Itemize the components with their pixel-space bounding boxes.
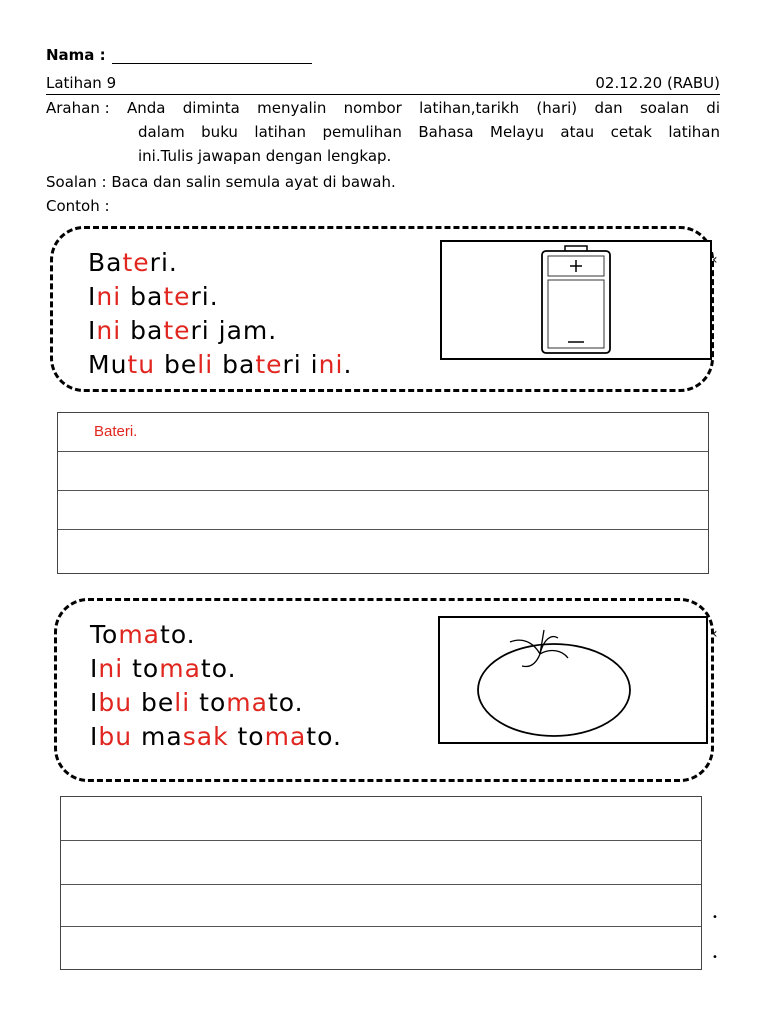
answer-line[interactable] [61, 797, 701, 841]
highlighted-syllable: ma [118, 620, 161, 649]
syllable: . [343, 350, 353, 379]
answer-line[interactable] [58, 413, 708, 452]
sentence-line [90, 652, 342, 686]
margin-mark: ‹ [712, 252, 718, 268]
highlighted-syllable: bu [98, 722, 133, 751]
syllable: to [190, 688, 227, 717]
syllable: Mu [88, 350, 128, 379]
name-blank-line[interactable] [112, 49, 312, 64]
sentence-list-battery [88, 246, 352, 382]
header-divider [46, 94, 720, 95]
battery-picture-frame [440, 240, 712, 360]
syllable: I [90, 722, 99, 751]
syllable: to. [267, 688, 304, 717]
highlighted-syllable: te [163, 316, 191, 345]
name-label: Nama : [46, 46, 106, 64]
name-field[interactable] [46, 46, 312, 64]
margin-mark: • [712, 912, 718, 923]
syllable: be [155, 350, 198, 379]
syllable: Ba [88, 248, 123, 277]
syllable: to [228, 722, 265, 751]
syllable: ba [121, 316, 164, 345]
margin-mark: ‹ [712, 626, 718, 642]
highlighted-syllable: li [174, 688, 191, 717]
sentence-line [90, 720, 342, 754]
highlighted-syllable: ni [96, 316, 122, 345]
answer-line[interactable] [61, 885, 701, 927]
sentence-line [90, 618, 342, 652]
margin-mark: • [712, 952, 718, 963]
syllable: to. [200, 654, 237, 683]
question-text: Soalan : Baca dan salin semula ayat di bawah. [46, 173, 396, 191]
highlighted-syllable: ni [318, 350, 344, 379]
syllable: To [90, 620, 119, 649]
sentence-line [88, 348, 352, 382]
answer-line[interactable] [58, 530, 708, 569]
tomato-picture-frame [438, 616, 708, 744]
syllable: to [123, 654, 160, 683]
highlighted-syllable: tu [127, 350, 156, 379]
exercise-date: 02.12.20 (RABU) [595, 74, 720, 92]
syllable: be [132, 688, 175, 717]
answer-line[interactable] [58, 452, 708, 491]
sentence-line [88, 246, 352, 280]
answer-line[interactable] [61, 927, 701, 967]
syllable: ri i [282, 350, 319, 379]
syllable: I [90, 688, 99, 717]
answer-lines-tomato[interactable] [60, 796, 702, 970]
tomato-icon [440, 618, 706, 742]
syllable: ba [213, 350, 256, 379]
highlighted-syllable: ma [264, 722, 307, 751]
syllable: to. [160, 620, 196, 649]
highlighted-syllable: li [197, 350, 214, 379]
answer-line[interactable] [61, 841, 701, 885]
syllable: ri jam. [190, 316, 278, 345]
syllable: ma [132, 722, 183, 751]
sentence-line [88, 314, 352, 348]
highlighted-syllable: sak [182, 722, 229, 751]
highlighted-syllable: bu [98, 688, 133, 717]
exercise-number: Latihan 9 [46, 74, 117, 92]
syllable: ri. [190, 282, 219, 311]
highlighted-syllable: te [255, 350, 283, 379]
highlighted-syllable: te [122, 248, 150, 277]
syllable: to. [306, 722, 342, 751]
syllable: I [90, 654, 99, 683]
sentence-line [88, 280, 352, 314]
syllable: ri. [149, 248, 178, 277]
sample-answer: Bateri. [94, 423, 138, 440]
sentence-list-tomato [90, 618, 342, 754]
syllable: I [88, 316, 97, 345]
example-label: Contoh : [46, 197, 110, 215]
syllable: ba [121, 282, 164, 311]
sentence-line [90, 686, 342, 720]
instruction-line-2: dalam buku latihan pemulihan Bahasa Melayu atau cetak latihan [138, 123, 720, 141]
highlighted-syllable: te [163, 282, 191, 311]
syllable: I [88, 282, 97, 311]
instruction-line-1: Anda diminta menyalin nombor latihan,tarikh (hari) dan soalan di [127, 99, 720, 117]
answer-line[interactable] [58, 491, 708, 530]
highlighted-syllable: ni [96, 282, 122, 311]
highlighted-syllable: ni [98, 654, 124, 683]
battery-icon [442, 242, 710, 358]
instruction-label: Arahan : [46, 99, 110, 117]
highlighted-syllable: ma [159, 654, 201, 683]
instruction-line-3: ini.Tulis jawapan dengan lengkap. [138, 147, 392, 165]
highlighted-syllable: ma [226, 688, 268, 717]
answer-lines-battery[interactable] [57, 412, 709, 574]
